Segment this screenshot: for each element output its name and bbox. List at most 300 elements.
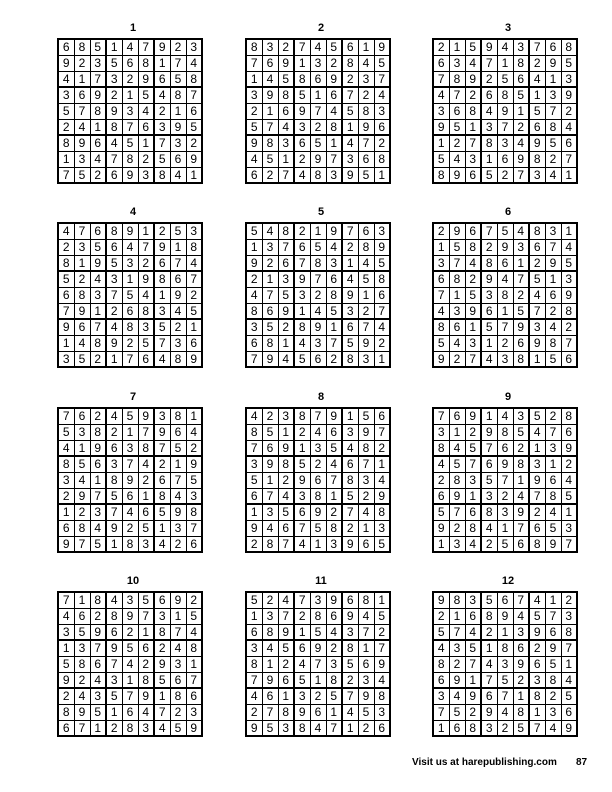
grid-cell: 8 — [342, 472, 358, 488]
puzzle-number: 11 — [315, 575, 327, 587]
grid-cell: 4 — [326, 239, 342, 255]
grid-cell: 4 — [481, 656, 497, 672]
grid-cell: 5 — [465, 287, 481, 303]
grid-cell: 3 — [122, 103, 138, 119]
grid-cell: 8 — [122, 536, 138, 552]
grid-cell: 5 — [529, 103, 545, 119]
grid-cell: 5 — [561, 255, 577, 271]
grid-cell: 9 — [186, 456, 202, 472]
grid-cell: 3 — [497, 656, 513, 672]
grid-cell: 9 — [170, 119, 186, 135]
grid-cell: 6 — [433, 488, 449, 504]
grid-cell: 4 — [122, 656, 138, 672]
grid-cell: 5 — [106, 55, 122, 71]
grid-cell: 1 — [449, 39, 465, 55]
grid-cell: 2 — [154, 103, 170, 119]
grid-cell: 6 — [449, 720, 465, 736]
grid-cell: 2 — [122, 520, 138, 536]
grid-cell: 5 — [246, 223, 262, 239]
grid-cell: 7 — [154, 704, 170, 720]
grid-row — [246, 71, 390, 87]
grid-cell: 2 — [433, 223, 449, 239]
grid-cell: 8 — [529, 223, 545, 239]
grid-cell: 1 — [358, 640, 374, 656]
grid-cell: 2 — [358, 488, 374, 504]
grid-cell: 1 — [138, 624, 154, 640]
grid-cell: 5 — [90, 704, 106, 720]
grid-cell: 9 — [342, 608, 358, 624]
grid-cell: 2 — [294, 424, 310, 440]
grid-cell: 8 — [545, 672, 561, 688]
grid-cell: 3 — [561, 71, 577, 87]
grid-cell: 4 — [154, 87, 170, 103]
grid-cell: 1 — [122, 672, 138, 688]
grid-cell: 8 — [342, 351, 358, 367]
grid-cell: 8 — [294, 319, 310, 335]
grid-cell: 3 — [465, 151, 481, 167]
grid-cell: 1 — [74, 440, 90, 456]
grid-cell: 4 — [545, 167, 561, 183]
grid-cell: 4 — [246, 287, 262, 303]
grid-cell: 3 — [186, 488, 202, 504]
grid-cell: 9 — [513, 504, 529, 520]
grid-cell: 9 — [529, 335, 545, 351]
grid-cell: 8 — [154, 624, 170, 640]
grid-cell: 6 — [90, 656, 106, 672]
grid-cell: 8 — [481, 608, 497, 624]
grid-cell: 8 — [90, 103, 106, 119]
grid-cell: 7 — [358, 319, 374, 335]
grid-cell: 9 — [358, 424, 374, 440]
grid-cell: 9 — [58, 55, 74, 71]
grid-cell: 4 — [497, 39, 513, 55]
grid-cell: 2 — [513, 119, 529, 135]
grid-cell: 1 — [106, 536, 122, 552]
grid-cell: 4 — [58, 71, 74, 87]
grid-cell: 3 — [186, 704, 202, 720]
puzzle-number: 8 — [317, 391, 325, 403]
grid-cell: 5 — [529, 408, 545, 424]
grid-cell: 8 — [106, 472, 122, 488]
grid-cell: 1 — [170, 239, 186, 255]
grid-cell: 3 — [342, 151, 358, 167]
grid-cell: 2 — [106, 303, 122, 319]
grid-cell: 6 — [529, 239, 545, 255]
grid-cell: 2 — [106, 720, 122, 736]
grid-cell: 3 — [310, 55, 326, 71]
grid-cell: 7 — [74, 536, 90, 552]
grid-cell: 1 — [513, 472, 529, 488]
grid-row — [246, 424, 390, 440]
grid-row — [433, 87, 577, 103]
grid-cell: 5 — [58, 103, 74, 119]
grid-cell: 7 — [74, 223, 90, 239]
sudoku-grid — [432, 407, 578, 553]
grid-cell: 2 — [326, 640, 342, 656]
grid-cell: 7 — [278, 167, 294, 183]
grid-cell: 6 — [246, 167, 262, 183]
grid-cell: 8 — [358, 239, 374, 255]
page-number: 87 — [576, 757, 588, 768]
grid-cell: 6 — [342, 319, 358, 335]
grid-cell: 6 — [170, 151, 186, 167]
grid-cell: 9 — [310, 319, 326, 335]
grid-cell: 1 — [529, 351, 545, 367]
puzzle-number: 1 — [129, 22, 137, 34]
puzzle-number: 6 — [504, 206, 512, 218]
grid-cell: 5 — [513, 720, 529, 736]
grid-cell: 9 — [545, 536, 561, 552]
grid-cell: 8 — [262, 624, 278, 640]
grid-cell: 7 — [326, 720, 342, 736]
grid-cell: 8 — [138, 672, 154, 688]
grid-row — [58, 151, 202, 167]
grid-cell: 6 — [310, 472, 326, 488]
grid-cell: 1 — [74, 255, 90, 271]
grid-cell: 7 — [545, 608, 561, 624]
grid-row — [58, 271, 202, 287]
grid-row — [58, 103, 202, 119]
grid-cell: 9 — [90, 440, 106, 456]
grid-row — [246, 303, 390, 319]
grid-cell: 9 — [497, 103, 513, 119]
grid-cell: 1 — [433, 239, 449, 255]
grid-cell: 8 — [513, 55, 529, 71]
grid-cell: 8 — [465, 103, 481, 119]
grid-row — [433, 255, 577, 271]
grid-cell: 1 — [529, 440, 545, 456]
grid-cell: 6 — [246, 624, 262, 640]
grid-cell: 4 — [358, 255, 374, 271]
grid-cell: 2 — [449, 656, 465, 672]
grid-cell: 4 — [186, 424, 202, 440]
grid-cell: 9 — [326, 223, 342, 239]
grid-cell: 9 — [74, 303, 90, 319]
grid-cell: 2 — [58, 119, 74, 135]
grid-cell: 6 — [513, 71, 529, 87]
grid-cell: 6 — [138, 504, 154, 520]
grid-cell: 7 — [186, 672, 202, 688]
grid-cell: 1 — [262, 656, 278, 672]
grid-cell: 4 — [561, 239, 577, 255]
grid-row — [58, 319, 202, 335]
grid-cell: 2 — [138, 656, 154, 672]
grid-row — [246, 440, 390, 456]
grid-row — [433, 39, 577, 55]
grid-cell: 3 — [545, 87, 561, 103]
grid-cell: 4 — [170, 488, 186, 504]
grid-cell: 2 — [186, 287, 202, 303]
grid-cell: 4 — [342, 271, 358, 287]
grid-cell: 8 — [545, 119, 561, 135]
grid-cell: 1 — [358, 520, 374, 536]
grid-cell: 6 — [186, 688, 202, 704]
grid-cell: 4 — [561, 672, 577, 688]
grid-cell: 8 — [449, 271, 465, 287]
grid-cell: 6 — [449, 319, 465, 335]
grid-cell: 3 — [513, 39, 529, 55]
grid-cell: 2 — [186, 440, 202, 456]
grid-cell: 7 — [433, 408, 449, 424]
grid-row — [246, 688, 390, 704]
grid-cell: 5 — [246, 472, 262, 488]
grid-cell: 9 — [278, 303, 294, 319]
sudoku-grid — [57, 38, 203, 184]
grid-cell: 5 — [154, 504, 170, 520]
grid-cell: 1 — [246, 239, 262, 255]
grid-cell: 1 — [138, 488, 154, 504]
grid-cell: 7 — [186, 520, 202, 536]
grid-cell: 9 — [497, 239, 513, 255]
grid-cell: 5 — [246, 119, 262, 135]
grid-cell: 1 — [310, 536, 326, 552]
grid-cell: 7 — [481, 440, 497, 456]
grid-row — [433, 303, 577, 319]
grid-cell: 2 — [529, 640, 545, 656]
grid-cell: 5 — [545, 656, 561, 672]
grid-cell: 9 — [358, 688, 374, 704]
grid-cell: 8 — [278, 87, 294, 103]
grid-cell: 4 — [310, 303, 326, 319]
grid-cell: 2 — [262, 255, 278, 271]
grid-cell: 6 — [138, 351, 154, 367]
grid-cell: 9 — [170, 504, 186, 520]
grid-cell: 2 — [326, 351, 342, 367]
grid-cell: 7 — [513, 592, 529, 608]
grid-cell: 2 — [170, 39, 186, 55]
grid-cell: 2 — [545, 408, 561, 424]
grid-cell: 8 — [74, 39, 90, 55]
grid-cell: 9 — [58, 536, 74, 552]
grid-cell: 5 — [310, 520, 326, 536]
grid-cell: 7 — [358, 624, 374, 640]
puzzle-number: 4 — [129, 206, 137, 218]
grid-cell: 1 — [433, 720, 449, 736]
grid-cell: 4 — [106, 319, 122, 335]
grid-cell: 2 — [481, 536, 497, 552]
grid-cell: 2 — [90, 608, 106, 624]
grid-cell: 2 — [310, 119, 326, 135]
grid-cell: 5 — [481, 167, 497, 183]
grid-cell: 4 — [58, 223, 74, 239]
grid-cell: 3 — [262, 608, 278, 624]
grid-cell: 4 — [154, 351, 170, 367]
grid-cell: 3 — [262, 504, 278, 520]
grid-cell: 5 — [529, 608, 545, 624]
grid-cell: 5 — [58, 656, 74, 672]
grid-cell: 9 — [465, 303, 481, 319]
grid-cell: 9 — [294, 704, 310, 720]
grid-cell: 3 — [374, 520, 390, 536]
grid-cell: 7 — [545, 103, 561, 119]
grid-cell: 3 — [294, 119, 310, 135]
grid-cell: 2 — [529, 255, 545, 271]
grid-cell: 4 — [481, 103, 497, 119]
grid-cell: 7 — [154, 135, 170, 151]
grid-cell: 8 — [374, 688, 390, 704]
grid-cell: 9 — [246, 255, 262, 271]
grid-cell: 3 — [358, 672, 374, 688]
grid-cell: 2 — [326, 55, 342, 71]
grid-cell: 8 — [138, 440, 154, 456]
grid-cell: 5 — [278, 71, 294, 87]
grid-cell: 1 — [186, 319, 202, 335]
grid-cell: 8 — [154, 167, 170, 183]
grid-cell: 5 — [326, 688, 342, 704]
grid-cell: 4 — [138, 103, 154, 119]
grid-cell: 5 — [358, 167, 374, 183]
puzzle-number: 9 — [504, 391, 512, 403]
grid-cell: 1 — [170, 103, 186, 119]
grid-cell: 1 — [90, 303, 106, 319]
grid-cell: 5 — [465, 640, 481, 656]
grid-cell: 6 — [58, 520, 74, 536]
grid-cell: 4 — [278, 488, 294, 504]
grid-cell: 2 — [170, 704, 186, 720]
grid-cell: 2 — [358, 720, 374, 736]
grid-row — [433, 688, 577, 704]
grid-cell: 5 — [342, 335, 358, 351]
grid-row — [433, 103, 577, 119]
grid-cell: 3 — [310, 335, 326, 351]
grid-cell: 4 — [122, 504, 138, 520]
grid-cell: 4 — [246, 151, 262, 167]
grid-cell: 3 — [106, 71, 122, 87]
grid-cell: 5 — [497, 223, 513, 239]
grid-cell: 8 — [294, 720, 310, 736]
grid-cell: 4 — [545, 319, 561, 335]
grid-cell: 1 — [481, 335, 497, 351]
grid-cell: 7 — [90, 319, 106, 335]
grid-cell: 1 — [545, 71, 561, 87]
grid-cell: 2 — [545, 151, 561, 167]
grid-row — [433, 608, 577, 624]
grid-cell: 2 — [186, 592, 202, 608]
grid-cell: 1 — [90, 119, 106, 135]
grid-cell: 8 — [154, 488, 170, 504]
grid-row — [246, 135, 390, 151]
grid-cell: 4 — [545, 504, 561, 520]
grid-cell: 9 — [106, 640, 122, 656]
grid-cell: 3 — [561, 608, 577, 624]
grid-cell: 1 — [262, 271, 278, 287]
grid-cell: 8 — [58, 135, 74, 151]
grid-cell: 9 — [294, 103, 310, 119]
grid-cell: 7 — [561, 640, 577, 656]
grid-cell: 9 — [465, 71, 481, 87]
grid-row — [58, 287, 202, 303]
grid-cell: 9 — [122, 608, 138, 624]
grid-cell: 2 — [74, 271, 90, 287]
grid-cell: 7 — [513, 520, 529, 536]
grid-cell: 1 — [513, 103, 529, 119]
grid-cell: 5 — [497, 71, 513, 87]
grid-cell: 4 — [465, 624, 481, 640]
grid-cell: 8 — [90, 424, 106, 440]
grid-cell: 7 — [154, 440, 170, 456]
sudoku-grid — [245, 407, 391, 553]
grid-row — [433, 55, 577, 71]
grid-cell: 2 — [497, 720, 513, 736]
grid-cell: 7 — [294, 520, 310, 536]
grid-cell: 7 — [529, 488, 545, 504]
grid-cell: 1 — [310, 223, 326, 239]
grid-cell: 8 — [310, 167, 326, 183]
sudoku-grid — [432, 38, 578, 184]
grid-cell: 4 — [342, 704, 358, 720]
grid-cell: 1 — [358, 287, 374, 303]
grid-cell: 6 — [58, 39, 74, 55]
grid-cell: 7 — [561, 536, 577, 552]
grid-cell: 6 — [310, 704, 326, 720]
grid-cell: 6 — [513, 640, 529, 656]
grid-cell: 4 — [561, 119, 577, 135]
grid-cell: 4 — [294, 335, 310, 351]
grid-cell: 9 — [326, 71, 342, 87]
grid-cell: 8 — [561, 303, 577, 319]
grid-cell: 9 — [90, 87, 106, 103]
grid-cell: 4 — [186, 55, 202, 71]
grid-cell: 9 — [465, 688, 481, 704]
grid-cell: 4 — [449, 440, 465, 456]
grid-cell: 2 — [58, 239, 74, 255]
grid-cell: 2 — [246, 103, 262, 119]
grid-cell: 2 — [278, 472, 294, 488]
grid-cell: 8 — [513, 704, 529, 720]
grid-cell: 3 — [278, 135, 294, 151]
grid-cell: 1 — [374, 351, 390, 367]
grid-cell: 6 — [497, 592, 513, 608]
grid-cell: 1 — [262, 103, 278, 119]
grid-cell: 2 — [433, 472, 449, 488]
footer-website-link[interactable]: Visit us at harepublishing.com — [412, 757, 557, 768]
grid-cell: 8 — [106, 608, 122, 624]
grid-cell: 9 — [561, 440, 577, 456]
grid-cell: 9 — [90, 624, 106, 640]
grid-cell: 5 — [513, 303, 529, 319]
grid-cell: 6 — [561, 424, 577, 440]
grid-cell: 9 — [358, 119, 374, 135]
grid-cell: 2 — [138, 255, 154, 271]
grid-cell: 2 — [326, 504, 342, 520]
grid-cell: 2 — [465, 704, 481, 720]
grid-cell: 5 — [186, 303, 202, 319]
grid-row — [58, 351, 202, 367]
grid-cell: 6 — [545, 624, 561, 640]
grid-cell: 2 — [481, 239, 497, 255]
grid-cell: 3 — [106, 672, 122, 688]
grid-cell: 3 — [58, 87, 74, 103]
grid-cell: 1 — [545, 592, 561, 608]
grid-cell: 1 — [342, 119, 358, 135]
grid-cell: 5 — [294, 672, 310, 688]
grid-cell: 9 — [262, 87, 278, 103]
grid-cell: 6 — [433, 271, 449, 287]
grid-row — [433, 135, 577, 151]
grid-cell: 3 — [122, 255, 138, 271]
grid-cell: 8 — [449, 472, 465, 488]
grid-cell: 1 — [58, 151, 74, 167]
grid-cell: 1 — [481, 408, 497, 424]
grid-cell: 3 — [278, 271, 294, 287]
grid-cell: 2 — [497, 488, 513, 504]
grid-cell: 3 — [278, 408, 294, 424]
grid-cell: 3 — [545, 223, 561, 239]
grid-cell: 4 — [529, 71, 545, 87]
grid-cell: 4 — [310, 720, 326, 736]
grid-row — [58, 672, 202, 688]
grid-cell: 7 — [262, 119, 278, 135]
